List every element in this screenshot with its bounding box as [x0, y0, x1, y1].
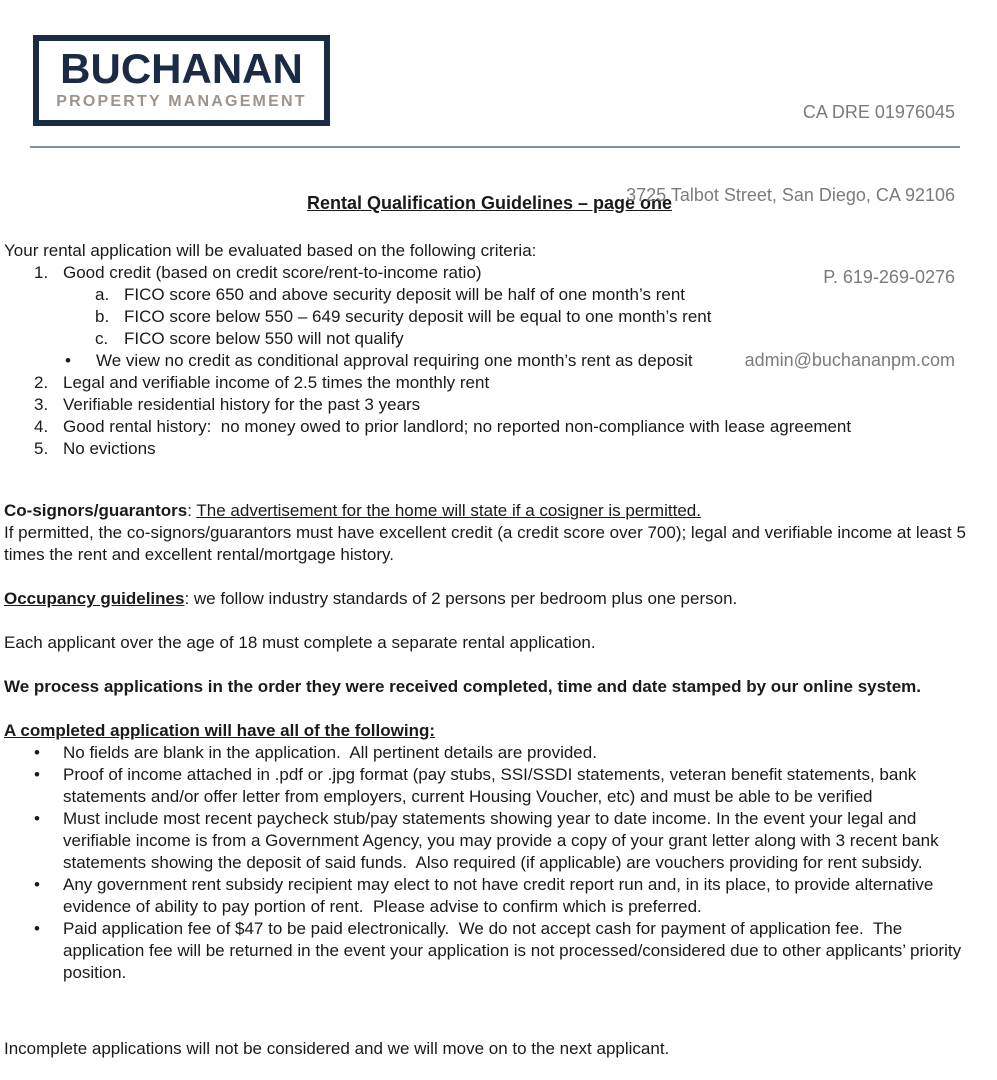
completed-bullet-1 — [4, 742, 975, 764]
applicant-age-paragraph: Each applicant over the age of 18 must complete a separate rental application. — [4, 633, 596, 652]
occupancy-text: : we follow industry standards of 2 persons per bedroom plus one person. — [184, 589, 738, 608]
completed-application-heading-text: A completed application will have all of the following: — [4, 721, 436, 740]
list-text: FICO score below 550 – 649 security deposit will be equal to one month’s rent — [124, 307, 712, 326]
contact-dre-number: CA DRE 01976045 — [802, 102, 955, 122]
list-marker: 4. — [34, 417, 49, 436]
completed-application-heading — [4, 720, 975, 742]
cosigners-underlined-statement: The advertisement for the home will state if a cosigner is permitted. — [196, 501, 701, 520]
list-text: FICO score 650 and above security deposit will be half of one month’s rent — [124, 285, 685, 304]
bullet-text: Paid application fee of $47 to be paid electronically. We do not accept cash for payment of application fee. The application fee will be returned in the event your application is not processed/considered due to other applicants’ priority position. — [63, 919, 966, 982]
occupancy-label: Occupancy guidelines — [4, 589, 185, 608]
processing-order-paragraph: We process applications in the order they were received completed, time and date stamped by our online system. — [4, 677, 922, 696]
intro-paragraph: Your rental application will be evaluated based on the following criteria: — [4, 241, 537, 260]
completed-bullet-3 — [4, 808, 975, 874]
list-text: Legal and verifiable income of 2.5 times the monthly rent — [63, 373, 490, 392]
list-marker: c. — [95, 329, 109, 348]
bullet-text: Must include most recent paycheck stub/pay statements showing year to date income. In the event your legal and verifiable income is from a Government Agency, you may provide a copy of your grant letter along with 3 recent bank statements showing the deposit of said funds. Also required (if applicable) are vouchers providing for rent subsidy. — [63, 809, 944, 872]
list-text: Verifiable residential history for the past 3 years — [63, 395, 421, 414]
completed-bullet-2 — [4, 764, 975, 808]
contact-phone: P. 619-269-0276 — [823, 267, 955, 287]
logo-tagline: PROPERTY MANAGEMENT — [56, 93, 307, 110]
cosigners-label: Co-signors/guarantors — [4, 501, 188, 520]
completed-bullet-4 — [4, 874, 975, 918]
list-text: FICO score below 550 will not qualify — [124, 329, 404, 348]
page-title-text: Rental Qualification Guidelines – page one — [306, 193, 673, 213]
list-marker: 5. — [34, 439, 49, 458]
list-marker: 3. — [34, 395, 49, 414]
completed-bullet-5 — [4, 918, 975, 984]
cosigners-lead-line — [4, 500, 975, 522]
bullet-text: Proof of income attached in .pdf or .jpg format (pay stubs, SSI/SSDI statements, veteran benefit statements, bank statements and/or offer letter from employers, current Housing Voucher, etc) and must be able to be verified — [63, 765, 922, 806]
contact-email: admin@buchananpm.com — [744, 349, 955, 370]
list-text: No evictions — [63, 439, 156, 458]
bullet-marker: • — [34, 919, 40, 938]
bullet-marker: • — [34, 743, 40, 762]
cosigners-body: If permitted, the co-signors/guarantors must have excellent credit (a credit score over 700); legal and verifiable income at least 5 times the rent and excellent rental/mortgage history. — [4, 523, 971, 564]
cosigners-paragraph — [4, 500, 975, 566]
contact-address: 3725 Talbot Street, San Diego, CA 92106 — [626, 184, 955, 205]
logo-wordmark: BUCHANAN — [60, 45, 303, 92]
list-text: Good rental history: no money owed to prior landlord; no reported non-compliance with lease agreement — [63, 417, 852, 436]
list-marker: b. — [95, 307, 110, 326]
list-marker: 2. — [34, 373, 49, 392]
bullet-marker: • — [65, 351, 71, 370]
list-item-5 — [4, 438, 975, 460]
completed-application-section — [4, 720, 975, 984]
bullet-marker: • — [34, 765, 40, 784]
bullet-marker: • — [34, 809, 40, 828]
list-text: Good credit (based on credit score/rent-to-income ratio) — [63, 263, 482, 282]
bullet-marker: • — [34, 875, 40, 894]
list-marker: 1. — [34, 263, 49, 282]
buchanan-logo — [33, 35, 330, 126]
list-text: We view no credit as conditional approval requiring one month’s rent as deposit — [96, 351, 693, 370]
bullet-text: Any government rent subsidy recipient may elect to not have credit report run and, in its place, to provide alternative evidence of ability to pay portion of rent. Please advise to confirm which is preferred. — [63, 875, 939, 916]
occupancy-paragraph — [4, 588, 975, 610]
incomplete-applications-note: Incomplete applications will not be considered and we will move on to the next applicant. — [4, 1039, 670, 1058]
bullet-text: No fields are blank in the application. All pertinent details are provided. — [63, 743, 597, 762]
cosigners-separator: : — [187, 501, 197, 520]
contact-block — [626, 44, 955, 429]
list-marker: a. — [95, 285, 110, 304]
